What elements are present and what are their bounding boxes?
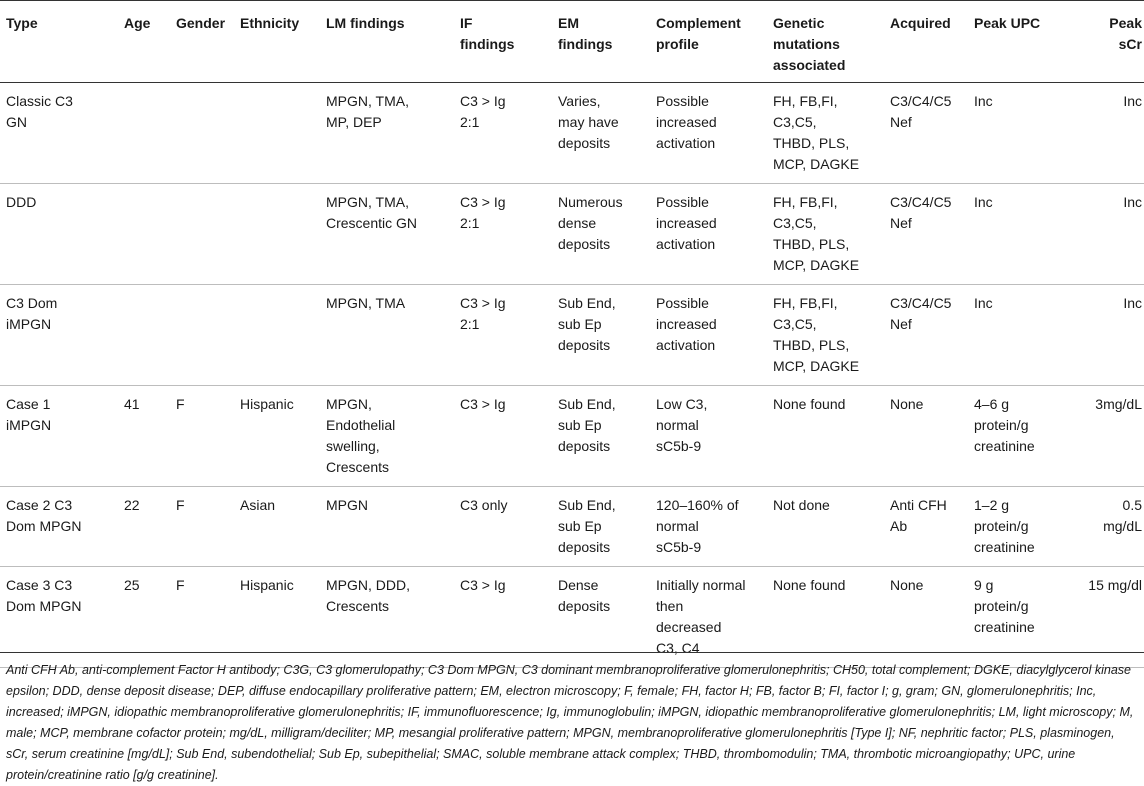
col-header-em-findings: EM findings — [552, 1, 650, 83]
cell-if-findings: C3 > Ig — [454, 386, 552, 487]
cell-peak-upc: Inc — [968, 184, 1075, 285]
cell-lm-findings: MPGN, Endothelial swelling, Crescents — [320, 386, 454, 487]
cell-gender: F — [170, 487, 234, 567]
cell-type: DDD — [0, 184, 118, 285]
table-row — [0, 83, 1144, 184]
cell-acquired: Anti CFH Ab — [884, 487, 968, 567]
cell-acquired: None — [884, 386, 968, 487]
cell-if-findings: C3 > Ig — [454, 567, 552, 668]
cell-ethnicity: Hispanic — [234, 386, 320, 487]
cell-acquired: C3/C4/C5 Nef — [884, 184, 968, 285]
cell-complement-profile: Possible increased activation — [650, 285, 767, 386]
cell-peak-scr: Inc — [1075, 184, 1144, 285]
cell-peak-upc: 1–2 g protein/g creatinine — [968, 487, 1075, 567]
cell-age — [118, 184, 170, 285]
col-header-type: Type — [0, 1, 118, 83]
col-header-lm-findings: LM findings — [320, 1, 454, 83]
col-header-peak-scr: Peak sCr — [1075, 1, 1144, 83]
footnote-divider — [0, 652, 1144, 653]
cell-if-findings: C3 > Ig 2:1 — [454, 285, 552, 386]
cell-em-findings: Varies, may have deposits — [552, 83, 650, 184]
table-row — [0, 386, 1144, 487]
cell-ethnicity — [234, 184, 320, 285]
cell-if-findings: C3 > Ig 2:1 — [454, 184, 552, 285]
cell-age — [118, 285, 170, 386]
cell-ethnicity: Hispanic — [234, 567, 320, 668]
cell-age: 41 — [118, 386, 170, 487]
cell-gender: F — [170, 567, 234, 668]
cell-acquired: C3/C4/C5 Nef — [884, 285, 968, 386]
col-header-if-findings: IF findings — [454, 1, 552, 83]
cell-lm-findings: MPGN, TMA — [320, 285, 454, 386]
cell-age — [118, 83, 170, 184]
cell-type: C3 Dom iMPGN — [0, 285, 118, 386]
col-header-peak-upc: Peak UPC — [968, 1, 1075, 83]
col-header-age: Age — [118, 1, 170, 83]
cell-type: Case 1 iMPGN — [0, 386, 118, 487]
cell-em-findings: Sub End, sub Ep deposits — [552, 285, 650, 386]
col-header-gender: Gender — [170, 1, 234, 83]
cell-complement-profile: Initially normal then decreased C3, C4 — [650, 567, 767, 668]
cell-type: Case 2 C3 Dom MPGN — [0, 487, 118, 567]
cell-acquired: None — [884, 567, 968, 668]
cell-genetic-mutations: FH, FB,FI, C3,C5, THBD, PLS, MCP, DAGKE — [767, 285, 884, 386]
cell-type: Classic C3 GN — [0, 83, 118, 184]
cell-em-findings: Numerous dense deposits — [552, 184, 650, 285]
cell-genetic-mutations: None found — [767, 567, 884, 668]
cell-genetic-mutations: None found — [767, 386, 884, 487]
cell-lm-findings: MPGN, TMA, MP, DEP — [320, 83, 454, 184]
cell-ethnicity: Asian — [234, 487, 320, 567]
table-row — [0, 487, 1144, 567]
cell-acquired: C3/C4/C5 Nef — [884, 83, 968, 184]
table-row — [0, 285, 1144, 386]
cell-gender — [170, 285, 234, 386]
col-header-acquired: Acquired — [884, 1, 968, 83]
cell-if-findings: C3 > Ig 2:1 — [454, 83, 552, 184]
cell-em-findings: Sub End, sub Ep deposits — [552, 487, 650, 567]
cell-complement-profile: 120–160% of normal sC5b-9 — [650, 487, 767, 567]
cell-peak-scr: 15 mg/dl — [1075, 567, 1144, 668]
col-header-ethnicity: Ethnicity — [234, 1, 320, 83]
cell-lm-findings: MPGN — [320, 487, 454, 567]
cell-peak-upc: 9 g protein/g creatinine — [968, 567, 1075, 668]
cell-genetic-mutations: FH, FB,FI, C3,C5, THBD, PLS, MCP, DAGKE — [767, 184, 884, 285]
cell-genetic-mutations: FH, FB,FI, C3,C5, THBD, PLS, MCP, DAGKE — [767, 83, 884, 184]
col-header-complement-profile: Complement profile — [650, 1, 767, 83]
cell-em-findings: Sub End, sub Ep deposits — [552, 386, 650, 487]
cell-peak-scr: 3mg/dL — [1075, 386, 1144, 487]
cell-age: 22 — [118, 487, 170, 567]
cell-em-findings: Dense deposits — [552, 567, 650, 668]
cell-type: Case 3 C3 Dom MPGN — [0, 567, 118, 668]
cell-lm-findings: MPGN, DDD, Crescents — [320, 567, 454, 668]
cell-complement-profile: Low C3, normal sC5b-9 — [650, 386, 767, 487]
cell-lm-findings: MPGN, TMA, Crescentic GN — [320, 184, 454, 285]
cell-peak-scr: Inc — [1075, 83, 1144, 184]
cell-peak-upc: Inc — [968, 83, 1075, 184]
cell-gender: F — [170, 386, 234, 487]
cell-peak-upc: Inc — [968, 285, 1075, 386]
cell-peak-scr: 0.5 mg/dL — [1075, 487, 1144, 567]
col-header-genetic-mutations: Genetic mutations associated — [767, 1, 884, 83]
cell-peak-upc: 4–6 g protein/g creatinine — [968, 386, 1075, 487]
cell-if-findings: C3 only — [454, 487, 552, 567]
cell-complement-profile: Possible increased activation — [650, 184, 767, 285]
cell-complement-profile: Possible increased activation — [650, 83, 767, 184]
cell-genetic-mutations: Not done — [767, 487, 884, 567]
cell-peak-scr: Inc — [1075, 285, 1144, 386]
cell-ethnicity — [234, 83, 320, 184]
cell-age: 25 — [118, 567, 170, 668]
cell-ethnicity — [234, 285, 320, 386]
cell-gender — [170, 83, 234, 184]
cell-gender — [170, 184, 234, 285]
table-footnote: Anti CFH Ab, anti-complement Factor H antibody; C3G, C3 glomerulopathy; C3 Dom MPGN, C3 dominant membranoproliferative glomerulonephritis; CH50, total complement; DGKE, diacylglycerol kinase epsilon; DDD, dense deposit disease; DEP, diffuse endocapillary proliferative pattern; EM, electron microscopy; F, female; FH, factor H; FB, factor B; FI, factor I; g, gram; GN, glomerulonephritis; Inc, increased; iMPGN, idiopathic membranoproliferative glomerulonephritis; IF, immunofluorescence; Ig, immunoglobulin; iMPGN, idiopathic membranoproliferative glomerulonephritis; LM, light microscopy; M, male; MCP, membrane cofactor protein; mg/dL, milligram/deciliter; MP, mesangial proliferative pattern; MPGN, membranoproliferative glomerulonephritis [Type I]; NF, nephritic factor; PLS, plasminogen, sCr, serum creatinine [mg/dL]; Sub End, subendothelial; Sub Ep, subepithelial; SMAC, soluble membrane attack complex; THBD, thrombomodulin; TMA, thrombotic microangiopathy; UPC, urine protein/creatinine ratio [g/g creatinine]. — [6, 663, 1134, 782]
table-row — [0, 184, 1144, 285]
header-row — [0, 1, 1144, 83]
